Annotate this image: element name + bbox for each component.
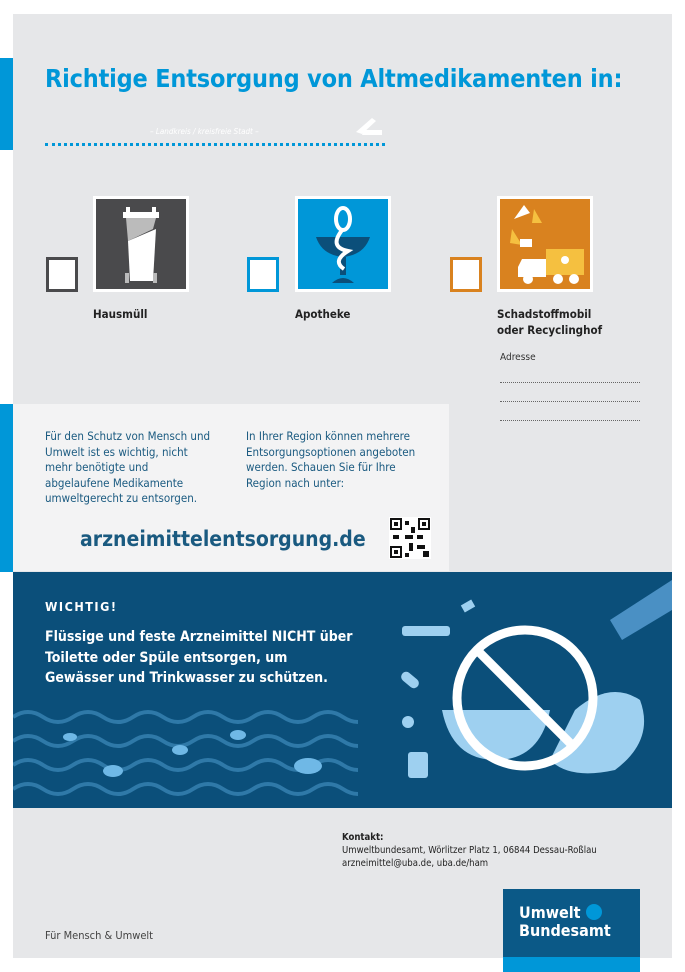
water-fish-illustration (13, 705, 358, 800)
option-label-schadstoffmobil (497, 306, 602, 338)
contact-address: Umweltbundesamt, Wörlitzer Platz 1, 06844 Dessau-Roßlau (342, 845, 597, 856)
warning-text: Flüssige und feste Arzneimittel NICHT über Toilette oder Spüle entsorgen, um Gewässer und Trinkwasser zu schützen. (45, 629, 353, 686)
info-text-left: Für den Schutz von Mensch und Umwelt ist es wichtig, nicht mehr benötigte und abgelaufene Medikamente umweltgerecht zu entsorgen. (45, 429, 211, 505)
checkbox-apotheke[interactable] (247, 257, 279, 292)
warning-heading: WICHTIG! (45, 599, 118, 614)
accent-bar (0, 404, 13, 572)
pen-hand-icon (352, 114, 384, 136)
contact-label: Kontakt: (342, 832, 384, 843)
no-sink-toilet-icon (400, 580, 672, 800)
footer-slogan: Für Mensch & Umwelt (45, 929, 154, 942)
logo-text: Umwelt (519, 903, 581, 922)
qr-code[interactable] (389, 517, 431, 559)
pharmacy-bowl-snake-icon (295, 196, 391, 292)
website-link[interactable]: arzneimittelentsorgung.de (80, 527, 366, 551)
address-line[interactable] (500, 401, 640, 402)
region-placeholder: – Landkreis / kreisfreie Stadt – (150, 127, 259, 136)
label-line: oder Recyclinghof (497, 323, 603, 337)
logo-text: Bundesamt (519, 921, 611, 940)
region-input-line[interactable] (45, 143, 385, 146)
recycling-truck-icon (497, 196, 593, 292)
label-line: Schadstoffmobil (497, 307, 592, 321)
address-label: Adresse (500, 352, 536, 363)
page-title: Richtige Entsorgung von Altmedikamenten in: (45, 64, 623, 93)
trash-bin-icon (93, 196, 189, 292)
uba-logo (503, 889, 640, 972)
checkbox-schadstoffmobil[interactable] (450, 257, 482, 292)
uba-globe-icon (586, 904, 602, 920)
accent-bar (0, 58, 13, 150)
option-label-apotheke: Apotheke (295, 307, 351, 321)
address-line[interactable] (500, 420, 640, 421)
address-line[interactable] (500, 382, 640, 383)
contact-block (342, 831, 597, 870)
info-text-right: In Ihrer Region können mehrere Entsorgungsoptionen angeboten werden. Schauen Sie für Ihre Region nach unter: (246, 429, 416, 490)
contact-links[interactable]: arzneimittel@uba.de, uba.de/ham (342, 858, 489, 869)
option-label-hausmuell: Hausmüll (93, 307, 148, 321)
checkbox-hausmuell[interactable] (46, 257, 78, 292)
